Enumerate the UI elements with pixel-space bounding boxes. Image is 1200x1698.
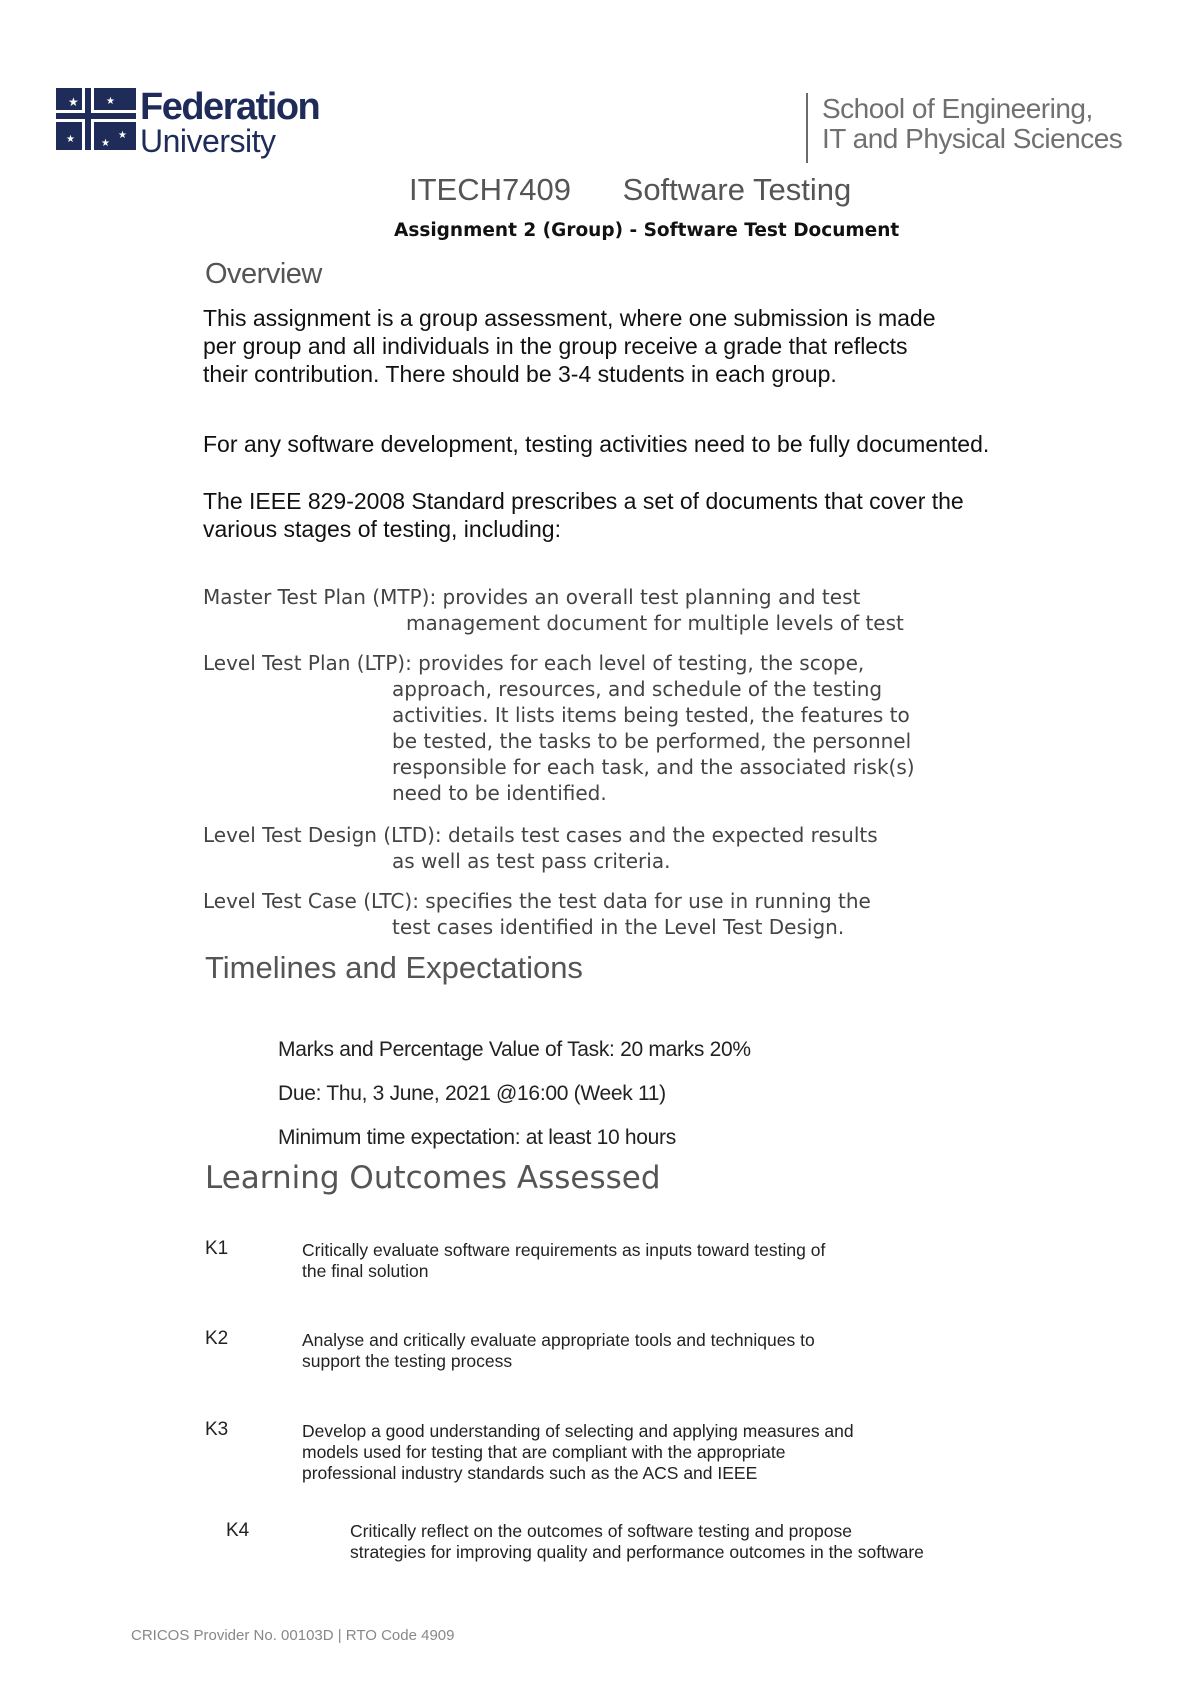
outcome-code-k4: K4 [226,1520,250,1541]
document-item-ltc [203,888,1003,940]
outcome-line: models used for testing that are compliant with the appropriate [302,1442,786,1462]
document-item-first-line: Level Test Plan (LTP): provides for each level of testing, the scope, [203,651,865,675]
assignment-subtitle: Assignment 2 (Group) - Software Test Document [394,220,900,241]
course-title: ITECH7409 Software Testing [409,172,852,207]
overview-paragraph-2: For any software development, testing activities need to be fully documented. [203,431,990,457]
overview-para1-line: their contribution. There should be 3-4 students in each group. [203,361,837,387]
document-item-cont-line: need to be identified. [392,781,607,805]
outcome-line: support the testing process [302,1351,513,1371]
timelines-heading: Timelines and Expectations [205,950,583,985]
document-item-first-line: Master Test Plan (MTP): provides an overall test planning and test [203,585,861,609]
school-name-line2: IT and Physical Sciences [822,123,1123,154]
svg-text:★: ★ [101,138,110,149]
school-name-line1: School of Engineering, [822,93,1093,124]
overview-para1-line: per group and all individuals in the group receive a grade that reflects [203,333,908,359]
federation-flag-logo-icon [56,88,136,150]
outcome-line: professional industry standards such as the ACS and IEEE [302,1463,758,1483]
svg-text:★: ★ [66,134,75,145]
outcome-text-k2 [302,1330,815,1372]
overview-para3-line: The IEEE 829-2008 Standard prescribes a set of documents that cover the [203,488,964,514]
document-item-cont-line: test cases identified in the Level Test Design. [392,915,845,939]
document-item-first-line: Level Test Design (LTD): details test cases and the expected results [203,823,878,847]
minimum-time: Minimum time expectation: at least 10 hours [278,1126,676,1149]
outcome-line: Critically evaluate software requirements as inputs toward testing of [302,1240,826,1260]
overview-paragraph-1 [203,304,1043,388]
document-item-cont-line: be tested, the tasks to be performed, the personnel [392,729,912,753]
outcome-text-k1 [302,1240,825,1282]
outcome-code-k1: K1 [205,1238,229,1259]
outcome-line: the final solution [302,1261,429,1281]
due-date: Due: Thu, 3 June, 2021 @16:00 (Week 11) [278,1082,666,1105]
learning-outcomes-heading: Learning Outcomes Assessed [205,1160,661,1196]
logo-wordmark-line2: University [140,123,276,159]
document-item-cont-line: as well as test pass criteria. [392,849,671,873]
svg-text:★: ★ [106,96,115,107]
document-item-cont-line: responsible for each task, and the associated risk(s) [392,755,915,779]
outcome-line: Analyse and critically evaluate appropriate tools and techniques to [302,1330,815,1350]
document-item-ltp [203,650,1003,806]
footer-cricos: CRICOS Provider No. 00103D | RTO Code 4909 [131,1627,455,1644]
outcome-code-k3: K3 [205,1419,229,1440]
outcome-code-k2: K2 [205,1328,229,1349]
outcome-line: Critically reflect on the outcomes of software testing and propose [350,1521,852,1541]
overview-para3-line: various stages of testing, including: [203,516,561,542]
outcome-text-k4 [350,1521,924,1563]
document-item-first-line: Level Test Case (LTC): specifies the test data for use in running the [203,889,871,913]
header-divider [806,93,808,163]
overview-heading: Overview [205,258,322,290]
document-item-mtp [203,584,1003,636]
outcome-text-k3 [302,1421,854,1484]
document-item-cont-line: management document for multiple levels of test [406,611,904,635]
logo-wordmark-line1: Federation [140,86,320,128]
overview-para1-line: This assignment is a group assessment, where one submission is made [203,305,936,331]
svg-text:★: ★ [68,95,79,109]
document-item-cont-line: activities. It lists items being tested, the features to [392,703,910,727]
svg-text:★: ★ [118,130,127,141]
marks-value: Marks and Percentage Value of Task: 20 marks 20% [278,1038,751,1061]
outcome-line: strategies for improving quality and performance outcomes in the software [350,1542,924,1562]
document-item-ltd [203,822,1003,874]
overview-paragraph-3 [203,487,1043,543]
outcome-line: Develop a good understanding of selecting and applying measures and [302,1421,854,1441]
school-name [822,94,1122,154]
document-item-cont-line: approach, resources, and schedule of the testing [392,677,883,701]
